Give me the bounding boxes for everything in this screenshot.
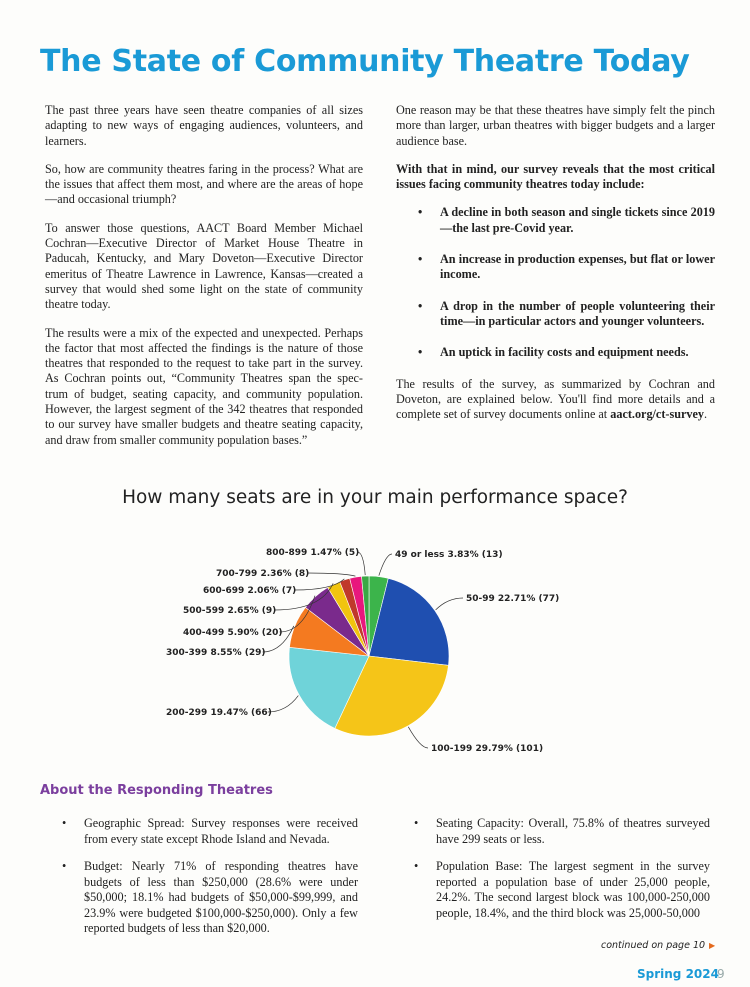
pie-label: 700-799 2.36% (8) — [216, 569, 310, 579]
page-title: The State of Community Theatre Today — [40, 44, 690, 79]
paragraph: To answer those questions, AACT Board Member Michael Cochran—Executive Director of Market House Theatre in Paducah, Kentucky, and Mary Doveton—Executive Director emeritus of Theatre Lawrence in Lawrence, Kansas—created a survey that would shed some light on the state of community theatre today. — [45, 220, 363, 312]
continued-text: continued on page 10 — [601, 940, 706, 951]
pie-label: 600-699 2.06% (7) — [203, 586, 297, 596]
list-item: • A drop in the number of people volunteering their time—in particular actors and younger volunteers. — [396, 299, 715, 330]
pie-leader-line — [408, 727, 428, 748]
paragraph — [396, 377, 715, 423]
pie-leader-line — [268, 696, 299, 712]
list-item: • Geographic Spread: Survey responses were received from every state except Rhode Island and Nevada. — [62, 816, 358, 847]
footer-issue: Spring 2024 — [637, 967, 719, 981]
issues-list — [396, 205, 715, 360]
list-item: • Population Base: The largest segment in the survey reported a population base of under 25,000 people, 24.2%. The second largest block was 100,000-250,000 people, 18.4%, and the third block was 25,000-50,000 — [414, 859, 710, 921]
paragraph: The results were a mix of the expected and unexpected. Perhaps the factor that most affected the findings is the nature of those theatres that responded to the request to take part in the survey. As Cochran points out, “Community Theatres span the spec-trum of budget, seating capacity, and community population. However, the largest segment of the 342 theatres that responded to our survey have smaller budgets and theatre seating capacity, and draw from smaller community population bases.” — [45, 325, 363, 447]
chart-title: How many seats are in your main performance space? — [122, 487, 628, 508]
list-item: • A decline in both season and single tickets since 2019—the last pre-Covid year. — [396, 205, 715, 236]
pie-label: 400-499 5.90% (20) — [183, 628, 283, 638]
pie-label: 500-599 2.65% (9) — [183, 606, 277, 616]
page-number: 9 — [717, 967, 725, 981]
paragraph-end: . — [704, 407, 708, 422]
about-list-right — [414, 816, 710, 933]
continued-note — [601, 940, 715, 951]
pie-label: 300-399 8.55% (29) — [166, 648, 266, 658]
list-item: • Seating Capacity: Overall, 75.8% of theatres surveyed have 299 seats or less. — [414, 816, 710, 847]
pie-slices — [289, 576, 449, 736]
pie-label: 100-199 29.79% (101) — [431, 744, 544, 754]
list-item: • An increase in production expenses, but flat or lower income. — [396, 252, 715, 283]
pie-label: 200-299 19.47% (66) — [166, 708, 272, 718]
arrow-right-icon: ▶ — [709, 941, 716, 950]
pie-leader-line — [436, 598, 463, 610]
pie-leader-line — [379, 554, 392, 576]
pie-label: 800-899 1.47% (5) — [266, 548, 360, 558]
paragraph: So, how are community theatres faring in the process? What are the issues that affect them most, and where are the areas of hope—and occasional triumph? — [45, 161, 363, 207]
survey-link[interactable]: aact.org/ct-survey — [610, 407, 704, 422]
section-heading: About the Responding Theatres — [40, 783, 273, 798]
pie-label: 49 or less 3.83% (13) — [395, 550, 503, 560]
paragraph: The past three years have seen theatre companies of all sizes adapting to new ways of engaging audiences, volunteers, and learners. — [45, 103, 363, 148]
pie-label: 50-99 22.71% (77) — [466, 594, 560, 604]
right-column — [396, 103, 715, 435]
pie-chart — [0, 530, 750, 770]
about-list-left — [62, 816, 358, 949]
left-column — [45, 103, 363, 461]
paragraph: One reason may be that these theatres have simply felt the pinch more than larger, urban theatres with bigger budgets and a larger audience base. — [396, 103, 715, 148]
list-item: • An uptick in facility costs and equipment needs. — [396, 345, 715, 360]
list-item: • Budget: Nearly 71% of responding theatres have budgets of less than $250,000 (28.6% were under $50,000; 18.1% had budgets of $50,000-$99,999, and 23.9% were budgeted $100,000-$250,000). Only a few reported budgets of less than $20,000. — [62, 859, 358, 937]
paragraph-text: The results of the survey, as summarized by Cochran and Doveton, are explained below. You'll find more details and a complete set of survey documents online at — [396, 376, 715, 422]
paragraph-bold: With that in mind, our survey reveals that the most critical issues facing community theatres today include: — [396, 161, 715, 192]
pie-leader-line — [307, 573, 355, 576]
